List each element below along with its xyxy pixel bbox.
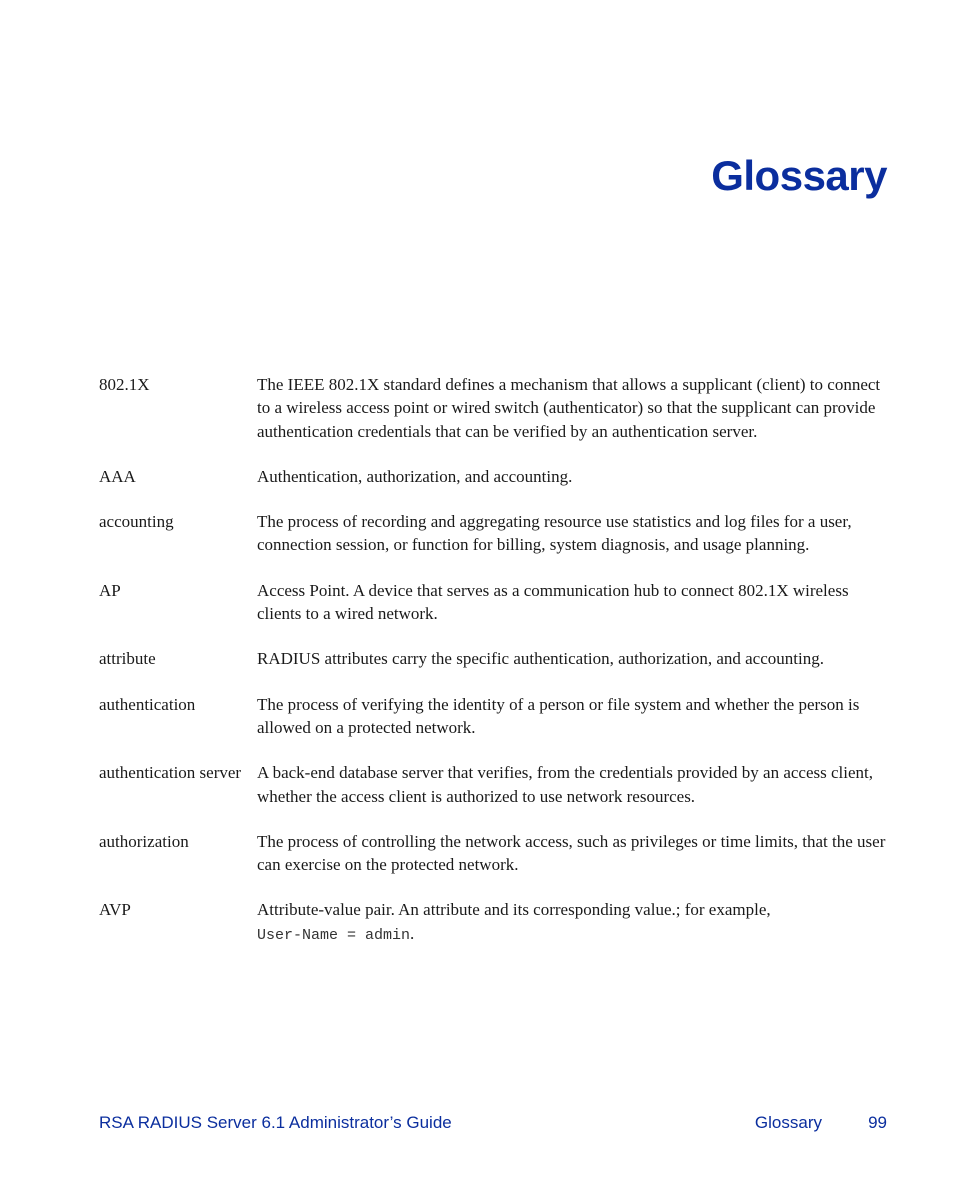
glossary-definition: A back-end database server that verifies, from the credentials provided by an access client, whether the access client is authorized to use network resources.	[257, 763, 873, 806]
glossary-entry	[99, 373, 889, 443]
glossary-term: 802.1X	[99, 375, 150, 394]
glossary-entry	[99, 693, 889, 740]
footer-guide-title: RSA RADIUS Server 6.1 Administrator’s Guide	[99, 1113, 452, 1132]
glossary-term: authorization	[99, 831, 189, 851]
footer-section-name: Glossary	[754, 1113, 822, 1132]
definition-suffix: .	[410, 923, 415, 943]
glossary-entry	[99, 465, 889, 488]
glossary-term: AAA	[99, 466, 136, 486]
code-example: User-Name = admin	[257, 926, 411, 944]
glossary-term: AVP	[99, 900, 131, 920]
definition-text: Attribute-value pair. An attribute and its corresponding value.; for example,	[257, 900, 771, 920]
glossary-entry	[99, 579, 889, 626]
glossary-definition: The IEEE 802.1X standard defines a mechanism that allows a supplicant (client) to connect to a wireless access point or wired switch (authenticator) so that the supplicant can provide authentication credentials that can be verified by an authentication server.	[257, 375, 881, 441]
glossary-definition: The process of verifying the identity of a person or file system and whether the person is allowed on a protected network.	[257, 694, 860, 737]
glossary-definition	[257, 898, 889, 947]
page-title: Glossary	[711, 152, 887, 199]
glossary-entry	[99, 898, 889, 947]
glossary-entry	[99, 647, 889, 670]
glossary-term: authentication	[99, 694, 196, 714]
glossary-entry	[99, 830, 889, 877]
glossary-entry	[99, 761, 889, 808]
glossary-definition: Access Point. A device that serves as a communication hub to connect 802.1X wireless clients to a wired network.	[257, 580, 849, 624]
glossary-term: authentication server	[99, 763, 242, 783]
footer-page-number: 99	[868, 1113, 887, 1132]
glossary-term: accounting	[99, 512, 174, 532]
glossary-definition: The process of controlling the network access, such as privileges or time limits, that the user can exercise on the protected network.	[257, 831, 886, 875]
glossary-definition: RADIUS attributes carry the specific authentication, authorization, and accounting.	[257, 649, 824, 669]
glossary-term: attribute	[99, 649, 156, 669]
glossary-entry	[99, 510, 889, 557]
glossary-definition: Authentication, authorization, and accounting.	[257, 466, 573, 486]
glossary-term: AP	[99, 580, 121, 600]
glossary-definition: The process of recording and aggregating resource use statistics and log files for a user, connection session, or function for billing, system diagnosis, and usage planning.	[257, 512, 852, 555]
glossary-list	[99, 373, 889, 969]
